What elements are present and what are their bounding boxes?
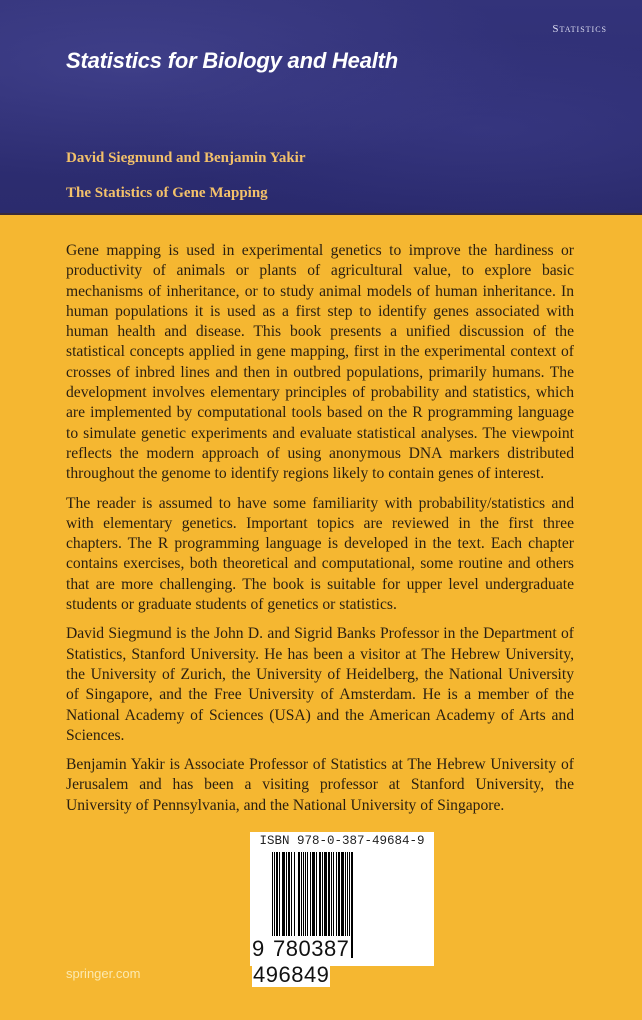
back-cover-description	[66, 241, 574, 825]
book-title: The Statistics of Gene Mapping	[66, 185, 268, 201]
subject-tag: Statistics	[552, 23, 607, 35]
author-bio-yakir: Benjamin Yakir is Associate Professor of Statistics at The Hebrew University of Jerusalem and has been a visiting professor at Stanford University, the University of Pennsylvania, and the National University of Singapore.	[66, 756, 574, 814]
author-bio-siegmund: David Siegmund is the John D. and Sigrid Banks Professor in the Department of Statistics, Stanford University. He has been a visitor at The Hebrew University, the University of Zurich, the University of Heidelberg, the National University of Singapore, and the Free University of Amsterdam. He is a member of the National Academy of Sciences (USA) and the American Academy of Arts and Sciences.	[66, 625, 574, 744]
ean-group-1: 780387	[273, 936, 350, 961]
cover-top-band	[0, 0, 642, 215]
ean-digits	[252, 936, 434, 988]
authors: David Siegmund and Benjamin Yakir	[66, 150, 306, 166]
series-title: Statistics for Biology and Health	[66, 48, 399, 73]
ean-first-digit: 9	[252, 936, 265, 961]
isbn-barcode	[250, 832, 434, 987]
publisher-url: springer.com	[66, 966, 141, 981]
isbn-label: ISBN 978-0-387-49684-9	[259, 834, 425, 848]
audience-paragraph: The reader is assumed to have some familiarity with probability/statistics and with elementary genetics. Important topics are reviewed in the first three chapters. The R programming language is developed in the text. Each chapter contains exercises, both theoretical and computational, some routine and others that are more challenging. The book is suitable for upper level undergraduate students or graduate students of genetics or statistics.	[66, 494, 574, 614]
description-paragraph: Gene mapping is used in experimental genetics to improve the hardiness or productivity of animals or plants of agricultural value, to explore basic mechanisms of inheritance, or to study animal models of human inheritance. In human populations it is used as a first step to identify genes associated with human health and disease. This book presents a unified discussion of the statistical concepts applied in gene mapping, first in the experimental context of crosses of inbred lines and then in outbred populations, primarily humans. The development involves elementary principles of probability and statistics, which are implemented by computational tools based on the R programming language to simulate genetic experiments and evaluate statistical analyses. The viewpoint reflects the modern approach of using anonymous DNA markers distributed throughout the genome to identify regions likely to contain genes of interest.	[66, 242, 574, 483]
ean-group-2: 496849	[253, 962, 330, 987]
